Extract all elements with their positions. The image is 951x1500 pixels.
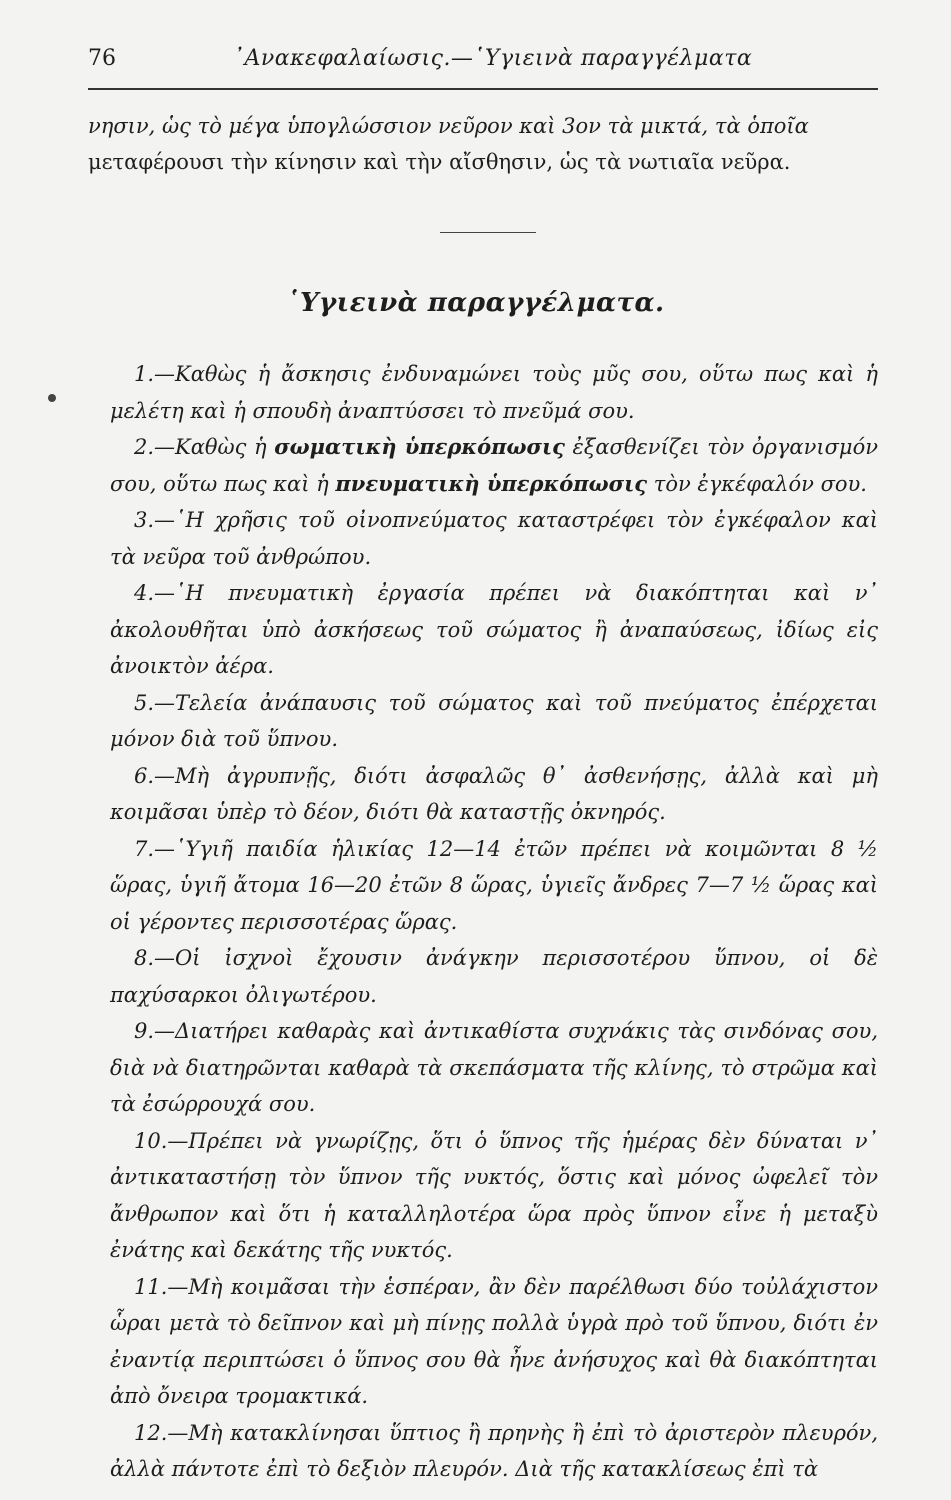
- rule-text: —Πρέπει νὰ γνωρίζῃς, ὅτι ὁ ὕπνος τῆς ἡμέρας δὲν δύναται ν᾿ ἀντικαταστήσῃ τὸν ὕπνον τῆς νυκτός, ὅστις καὶ μόνος ὠφελεῖ τὸν ἄνθρωπον καὶ ὅτι ἡ καταλληλοτέρα ὥρα πρὸς ὕπνον εἶνε ἡ μεταξὺ ἐνάτης καὶ δεκάτης τῆς νυκτός.: [110, 1128, 878, 1262]
- rule-item: [110, 502, 878, 575]
- rule-number: 4.: [134, 581, 155, 605]
- rule-number: 6.: [134, 763, 155, 788]
- rule-text: —Μὴ κοιμᾶσαι τὴν ἑσπέραν, ἂν δὲν παρέλθωσι δύο τοὐλάχιστον ὧραι μετὰ τὸ δεῖπνον καὶ μὴ πίνῃς πολλὰ ὑγρὰ πρὸ τοῦ ὕπνου, διότι ἐν ἐναντίᾳ περιπτώσει ὁ ὕπνος σου θὰ ἦνε ἀνήσυχος καὶ θὰ διακόπτηται ἀπὸ ὄνειρα τρομακτικά.: [110, 1274, 878, 1408]
- section-separator: [440, 232, 536, 233]
- rule-item: [110, 1013, 878, 1123]
- running-title: ᾿Ανακεφαλαίωσις.—῾Υγιεινὰ παραγγέλματα: [233, 46, 753, 71]
- rule-number: 12.: [134, 1420, 168, 1445]
- rule-text: τὸν ἐγκέφαλόν σου.: [647, 471, 867, 496]
- rule-item: [110, 831, 878, 941]
- rule-item: [110, 356, 878, 429]
- rule-item: [110, 940, 878, 1013]
- rule-number: 9.: [134, 1019, 155, 1043]
- margin-dot: [48, 394, 56, 402]
- rule-item: [110, 758, 878, 831]
- rule-text: ἐξασθενίζει τὸν ὀργανισμόν σου, οὕτω πως καὶ ἡ: [110, 435, 878, 496]
- rule-item: [110, 1269, 878, 1415]
- rule-number: 5.: [134, 690, 155, 715]
- rule-number: 2.: [134, 435, 155, 459]
- rule-text: —Καθὼς ἡ ἄσκησις ἐνδυναμώνει τοὺς μῦς σου, οὕτω πως καὶ ἡ μελέτη καὶ ἡ σπουδὴ ἀναπτύσσει τὸ πνεῦμά σου.: [110, 362, 878, 423]
- rule-text: —Διατήρει καθαρὰς καὶ ἀντικαθίστα συχνάκις τὰς σινδόνας σου, διὰ νὰ διατηρῶνται καθαρὰ τὰ σκεπάσματα τῆς κλίνης, τὸ στρῶμα καὶ τὰ ἐσώρρουχά σου.: [110, 1019, 878, 1116]
- rule-text: —Μὴ ἀγρυπνῇς, διότι ἀσφαλῶς θ᾿ ἀσθενήσῃς, ἀλλὰ καὶ μὴ κοιμᾶσαι ὑπὲρ τὸ δέον, διότι θὰ καταστῇς ὀκνηρός.: [110, 763, 878, 824]
- rule-number: 11.: [134, 1274, 168, 1299]
- rule-item: [110, 685, 878, 758]
- rules-list: [110, 356, 878, 1488]
- page-header: [88, 40, 878, 80]
- rule-number: 1.: [134, 362, 155, 386]
- intro-line: μεταφέρουσι τὴν κίνησιν καὶ τὴν αἴσθησιν, ὡς τὰ νωτιαῖα νεῦρα.: [88, 150, 791, 174]
- rule-item: [110, 1415, 878, 1488]
- rule-text: —Οἱ ἰσχνοὶ ἔχουσιν ἀνάγκην περισσοτέρου ὕπνου, οἱ δὲ παχύσαρκοι ὀλιγωτέρου.: [110, 946, 878, 1007]
- rule-item: [110, 1123, 878, 1269]
- rule-text: —Τελεία ἀνάπαυσις τοῦ σώματος καὶ τοῦ πνεύματος ἐπέρχεται μόνον διὰ τοῦ ὕπνου.: [110, 690, 878, 751]
- section-title: ῾Υγιεινὰ παραγγέλματα.: [286, 288, 665, 318]
- rule-number: 8.: [134, 946, 155, 970]
- rule-emphasis: πνευματικὴ ὑπερκόπωσις: [335, 470, 648, 496]
- rule-item: [110, 429, 878, 502]
- page-number: 76: [88, 46, 116, 71]
- rule-text: —῾Υγιῆ παιδία ἡλικίας 12—14 ἐτῶν πρέπει νὰ κοιμῶνται 8 ½ ὥρας, ὑγιῆ ἄτομα 16—20 ἐτῶν 8 ὥρας, ὑγιεῖς ἄνδρες 7—7 ½ ὥρας καὶ οἱ γέροντες περισσοτέρας ὥρας.: [110, 836, 878, 934]
- rule-number: 7.: [134, 836, 155, 861]
- rule-text: —῾Η πνευματικὴ ἐργασία πρέπει νὰ διακόπτηται καὶ ν᾿ ἀκολουθῆται ὑπὸ ἀσκήσεως τοῦ σώματος ἢ ἀναπαύσεως, ἰδίως εἰς ἀνοικτὸν ἀέρα.: [110, 581, 878, 678]
- intro-line: νησιν, ὡς τὸ μέγα ὑπογλώσσιον νεῦρον καὶ 3ον τὰ μικτά, τὰ ὁποῖα: [88, 114, 809, 138]
- intro-paragraph: [88, 108, 878, 180]
- rule-number: 10.: [134, 1128, 168, 1153]
- rule-item: [110, 575, 878, 685]
- rule-text: —Καθὼς ἡ: [154, 435, 275, 459]
- header-rule: [88, 88, 878, 90]
- rule-number: 3.: [134, 508, 155, 532]
- rule-emphasis: σωματικὴ ὑπερκόπωσις: [274, 434, 565, 459]
- rule-text: —Μὴ κατακλίνησαι ὕπτιος ἢ πρηνὴς ἢ ἐπὶ τὸ ἀριστερὸν πλευρόν, ἀλλὰ πάντοτε ἐπὶ τὸ δεξιὸν πλευρόν. Διὰ τῆς κατακλίσεως ἐπὶ τὰ: [110, 1420, 878, 1481]
- rule-text: —῾Η χρῆσις τοῦ οἰνοπνεύματος καταστρέφει τὸν ἐγκέφαλον καὶ τὰ νεῦρα τοῦ ἀνθρώπου.: [110, 508, 878, 569]
